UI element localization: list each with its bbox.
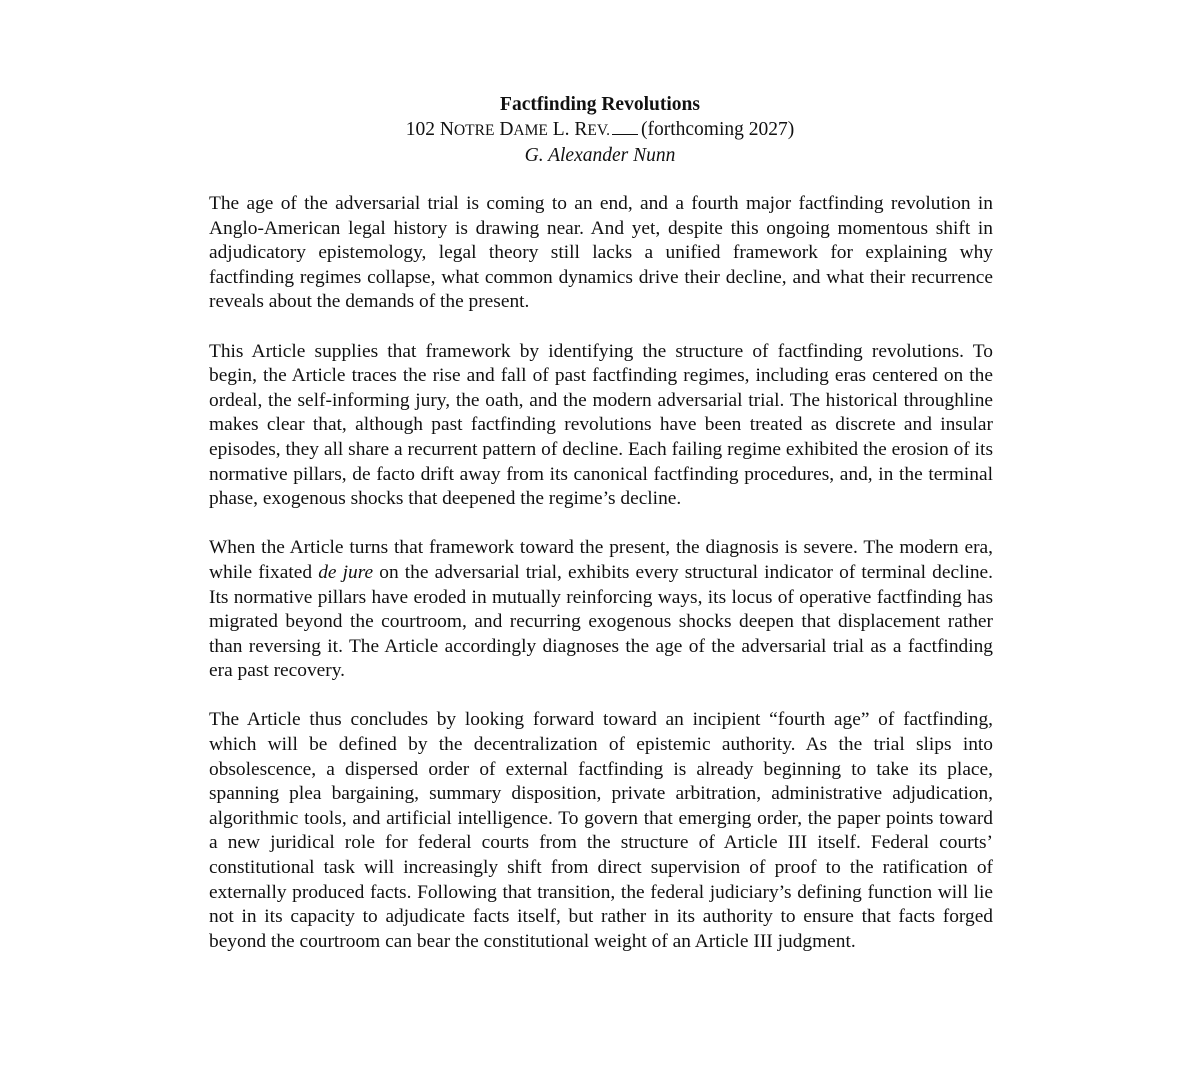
citation-notre-cap: N xyxy=(439,119,454,140)
citation-journal-rev xyxy=(574,119,610,140)
citation-volume: 102 xyxy=(405,119,435,140)
citation-rev-cap: R xyxy=(574,119,588,140)
paper-title: Factfinding Revolutions xyxy=(500,94,700,115)
citation-status: (forthcoming 2027) xyxy=(640,119,795,140)
paper-header xyxy=(0,92,1200,168)
paragraph-3-text-before: When the Article turns that framework toward the present, the diagnosis is severe. The modern era, while fixated xyxy=(209,537,993,583)
citation-journal-dame xyxy=(499,119,548,140)
paragraph-3-italic-de-jure: de jure xyxy=(318,561,374,583)
paragraph-3-text-after: on the adversarial trial, exhibits every structural indicator of terminal decline. Its normative pillars have eroded in mutually reinforcing ways, its locus of operative factfinding has migrated beyond the courtroom, and recurring exogenous shocks deepen that displacement rather than reversing it. The Article accordingly diagnoses the age of the adversarial trial as a factfinding era past recovery. xyxy=(209,561,993,682)
abstract-paragraph-4: The Article thus concludes by looking forward toward an incipient “fourth age” of factfinding, which will be defined by the decentralization of epistemic authority. As the trial slips into obsolescence, a dispersed order of external factfinding is already beginning to take its place, spanning plea bargaining, summary disposition, private arbitration, administrative adjudication, algorithmic tools, and artificial intelligence. To govern that emerging order, the paper points toward a new juridical role for federal courts from the structure of Article III itself. Federal courts’ constitutional task will increasingly shift from direct supervision of proof to the ratification of externally produced facts. Following that transition, the federal judiciary’s defining function will lie not in its capacity to adjudicate facts itself, but rather in its authority to ensure that facts forged beyond the courtroom can bear the constitutional weight of an Article III judgment. xyxy=(209,709,993,952)
abstract-body xyxy=(209,192,993,954)
abstract-paragraph-1: The age of the adversarial trial is coming to an end, and a fourth major factfinding revolution in Anglo-American legal history is drawing near. And yet, despite this ongoing momentous shift in adjudicatory epistemology, legal theory still lacks a unified framework for explaining why factfinding regimes collapse, what common dynamics drive their decline, and what their recurrence reveals about the demands of the present. xyxy=(209,193,993,313)
paper-citation xyxy=(0,117,1200,143)
citation-journal-notre xyxy=(440,119,495,140)
abstract-paragraph-3 xyxy=(209,536,993,684)
citation-dame-smallcaps: AME xyxy=(513,122,548,139)
citation-journal-l: L. xyxy=(552,119,570,140)
citation-dame-cap: D xyxy=(499,119,514,140)
paper-author: G. Alexander Nunn xyxy=(524,145,676,166)
abstract-paragraph-2: This Article supplies that framework by identifying the structure of factfinding revolutions. To begin, the Article traces the rise and fall of past factfinding regimes, including eras centered on the ordeal, the self-informing jury, the oath, and the modern adversarial trial. The historical throughline makes clear that, although past factfinding revolutions have been treated as discrete and insular episodes, they all share a recurrent pattern of decline. Each failing regime exhibited the erosion of its normative pillars, de facto drift away from its canonical factfinding procedures, and, in the terminal phase, exogenous shocks that deepened the regime’s decline. xyxy=(209,340,993,510)
citation-notre-smallcaps: OTRE xyxy=(453,122,495,139)
page-number-blank xyxy=(612,119,638,135)
citation-rev-smallcaps: EV. xyxy=(587,122,610,139)
